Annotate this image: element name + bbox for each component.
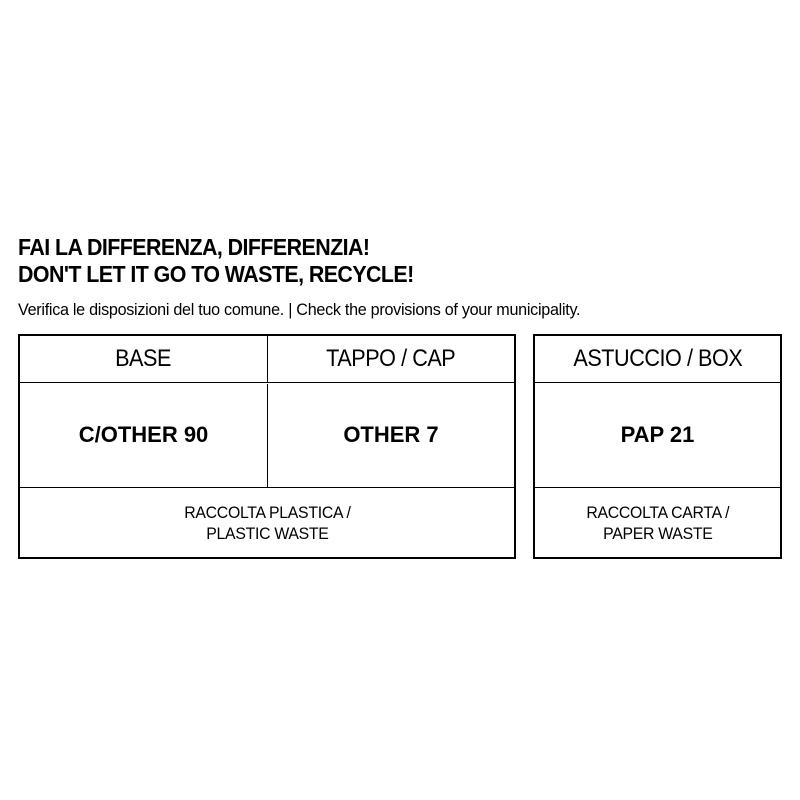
plastic-footer-row [20,488,514,557]
paper-header-row [535,336,780,383]
plastic-header-row [20,336,514,383]
paper-code-row [535,384,780,488]
headline-english: DON'T LET IT GO TO WASTE, RECYCLE! [18,261,414,287]
plastic-collection-label [184,502,350,544]
paper-collection-label [586,502,729,544]
box-header-cell [535,336,780,382]
paper-collection-english: PAPER WASTE [602,523,713,543]
box-code-cell [535,384,780,487]
box-header: ASTUCCIO / BOX [573,345,742,372]
cap-code-cell [267,384,514,487]
headline [18,234,414,288]
municipality-notice: Verifica le disposizioni del tuo comune. | Check the provisions of your municipality. [18,300,581,319]
plastic-disposal-table [18,334,516,559]
cap-header: TAPPO / CAP [326,345,456,372]
paper-collection-italian: RACCOLTA CARTA / [586,502,729,522]
cap-header-cell [267,336,514,382]
base-code-cell [20,384,267,487]
box-material-code: PAP 21 [620,422,695,447]
paper-footer-row [535,488,780,557]
base-header-cell [20,336,267,382]
paper-disposal-table [533,334,782,559]
base-header: BASE [115,345,172,372]
cap-material-code: OTHER 7 [343,422,439,447]
headline-italian: FAI LA DIFFERENZA, DIFFERENZIA! [18,234,370,260]
plastic-collection-english: PLASTIC WASTE [205,523,329,543]
plastic-collection-italian: RACCOLTA PLASTICA / [183,502,351,522]
plastic-code-row [20,384,514,488]
base-material-code: C/OTHER 90 [78,422,209,447]
